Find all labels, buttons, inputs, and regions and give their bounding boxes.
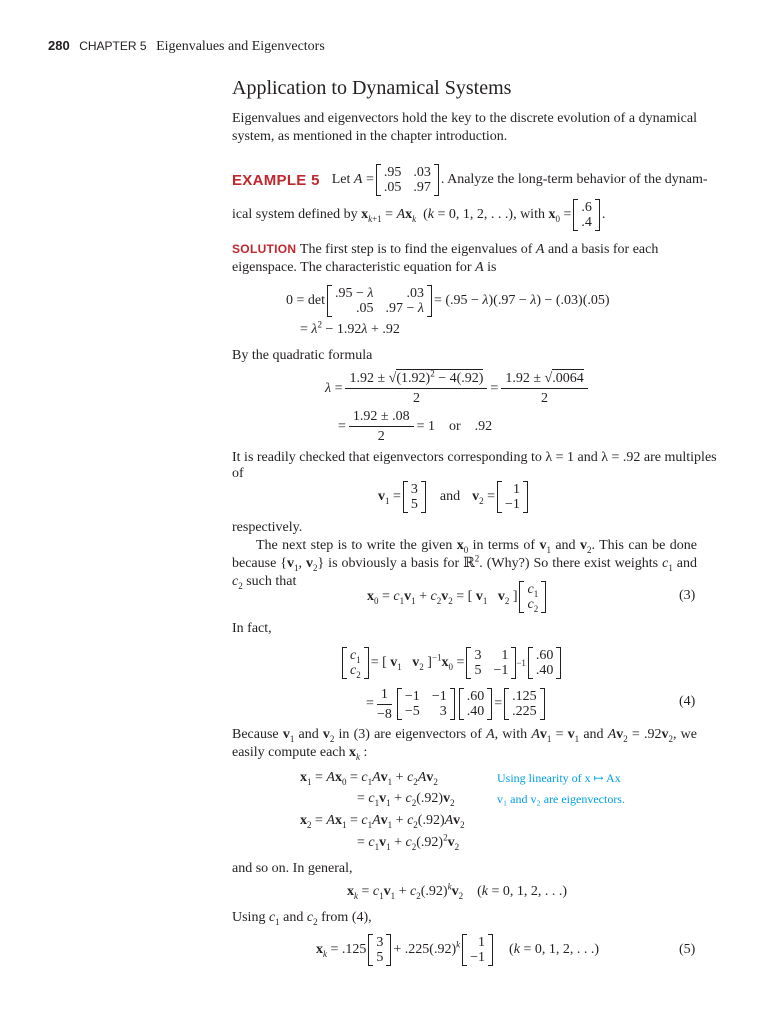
matrix-a: .95 .05 .03 .97 (376, 164, 439, 196)
eq-number-4: (4) (679, 694, 696, 709)
example-line-1 (232, 160, 708, 200)
note-eigenvectors: v₁ and v₂ are eigenvectors. (497, 792, 625, 806)
example-tail: . Analyze the long-term behavior of the dynam- (440, 172, 708, 187)
equation-4-line-2: = $\frac{1}{-8}$ −1 −5 −1 3 .60 .40 = .125 .225 (366, 684, 547, 724)
x1-line-2: = $c_1v_1 + c_2(.92)v_2$ (357, 791, 455, 808)
intro-paragraph: Eigenvalues and eigenvectors hold the key to the discrete evolution of a dynamical system, as mentioned in the chapter introduction. (232, 111, 697, 144)
equation-4-line-1: $c_1$ $c_2$ = [ $v_1$ $v_2$ ]$^{-1}x_0$ = 3 5 1 −1 −1 .60 .40 (340, 643, 563, 683)
by-quadratic: By the quadratic formula (232, 348, 373, 363)
section-title: Application to Dynamical Systems (232, 77, 512, 99)
char-matrix: .95 − λ .05 .03 .97 − λ (327, 285, 432, 317)
chapter-label: CHAPTER 5 (79, 39, 147, 53)
eigenvectors: $v_1$ = 3 5 and $v_2$ = 1 −1 (378, 478, 530, 516)
respectively: respectively. (232, 520, 303, 535)
example-label: EXAMPLE 5 (232, 171, 320, 189)
eq-number-5: (5) (679, 942, 696, 957)
page-number: 280 (48, 38, 70, 53)
example-let: Let A = (331, 172, 374, 187)
example-line-2: ical system defined by $x_{k+1} = Ax_k$ (k = 0, 1, 2, . . .), with $x_0$ = .6 .4 . (232, 200, 606, 230)
x0-vector: .6 .4 (573, 199, 600, 231)
x2-line-1: $x_2 = Ax_1 = c_1Av_1 + c_2(.92)Av_2$ (300, 813, 465, 830)
running-header (48, 38, 325, 55)
and-so-on: and so on. In general, (232, 861, 353, 876)
because-paragraph: Because $v_1$ and $v_2$ in (3) are eigenvectors of A, with $Av_1 = v_1$ and $Av_2 = .92v_2$, we easily compute each $x_k$ : (232, 727, 697, 762)
note-linearity: Using linearity of x ↦ Ax (497, 771, 621, 785)
char-eq-line-1: 0 = det .95 − λ .05 .03 .97 − λ = (.95 − λ)(.97 − λ) − (.03)(.05) (286, 286, 610, 316)
x1-line-1: $x_1 = Ax_0 = c_1Av_1 + c_2Av_2$ (300, 770, 438, 787)
next-step-paragraph: The next step is to write the given $x_0$ in terms of $v_1$ and $v_2$. This can be done because {$v_1$, $v_2$} is obviously a basis for ℝ$^2$. (Why?) So there exist weights $c_1$ and $c_2$ such that (232, 538, 698, 591)
chapter-title: Eigenvalues and Eigenvectors (156, 39, 325, 54)
x2-line-2: = $c_1v_1 + c_2(.92)^2v_2$ (357, 832, 460, 852)
equation-5: $x_k = .125$ 3 5 + $.225(.92)^k$ 1 −1 (k = 0, 1, 2, . . .) (316, 935, 599, 965)
using-c1-c2: Using $c_1$ and $c_2$ from (4), (232, 910, 372, 927)
quadratic-line-2: = $\frac{1.92 \pm .08}{2}$ = 1 or .92 (338, 409, 493, 444)
general-xk: $x_k = c_1v_1 + c_2(.92)^kv_2$ (k = 0, 1, 2, . . .) (347, 881, 568, 901)
checked-text: It is readily checked that eigenvectors corresponding to λ = 1 and λ = .92 are multiples (232, 450, 717, 465)
solution-paragraph: SOLUTION The first step is to find the eigenvalues of A and a basis for each eigenspace. The characteristic equation for A is (232, 242, 659, 275)
of-text: of (232, 466, 244, 481)
solution-label: SOLUTION (232, 242, 297, 256)
eq-number-3: (3) (679, 588, 696, 603)
in-fact: In fact, (232, 621, 272, 636)
quadratic-line-1: λ = $\frac{1.92 \pm √(1.92)^2 - 4(.92)}{2}$ = $\frac{1.92 \pm √.0064}{2}$ (325, 370, 591, 407)
equation-3: $x_0 = c_1v_1 + c_2v_2$ = [ $v_1$ $v_2$ ] $c_1$ $c_2$ (367, 578, 548, 616)
char-eq-line-2: = $\lambda^2 - 1.92\lambda + .92$ (300, 319, 400, 337)
